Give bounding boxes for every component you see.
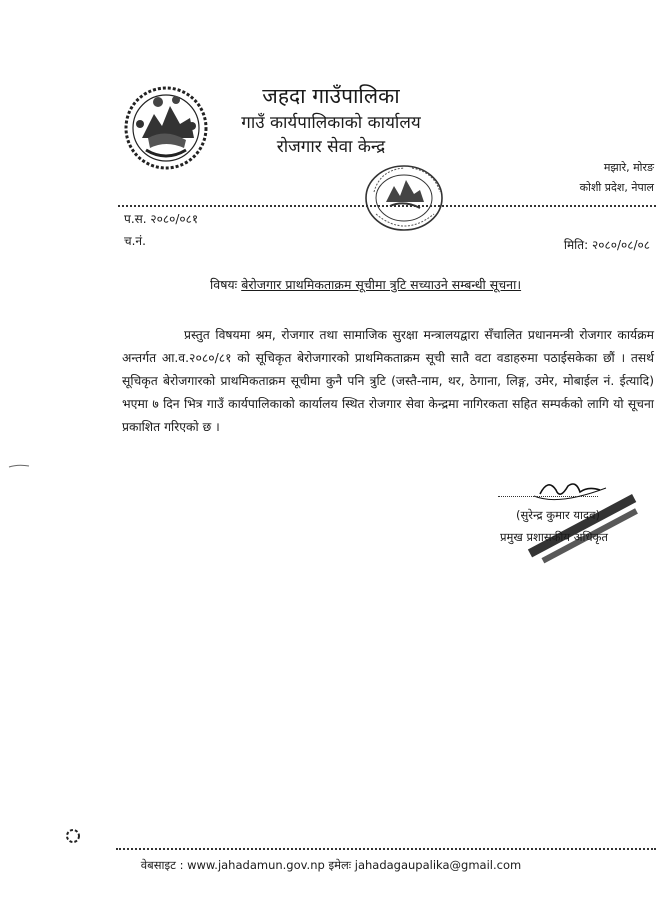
- address-line-1: मझारे, मोरङ: [603, 161, 654, 174]
- subject-label: विषयः: [210, 277, 238, 292]
- signatory-title: प्रमुख प्रशासकीय अधिकृत: [500, 530, 608, 544]
- office-stamp-icon: [360, 162, 450, 236]
- office-name: गाउँ कार्यपालिकाको कार्यालय: [241, 113, 421, 133]
- footer-divider: [116, 848, 656, 850]
- org-name: जहदा गाउँपालिका: [262, 84, 400, 108]
- center-name: रोजगार सेवा केन्द्र: [276, 137, 386, 157]
- reference-number: प.स. २०८०/०८१: [124, 212, 199, 226]
- hole-punch-icon: [64, 828, 82, 844]
- signatory-name: (सुरेन्द्र कुमार यादव): [516, 508, 600, 522]
- subject-text: बेरोजगार प्राथमिकताक्रम सूचीमा त्रुटि सच्याउने सम्बन्धी सूचना।: [241, 277, 522, 292]
- subject-line: [210, 276, 521, 293]
- signature-line: [498, 496, 598, 497]
- notice-body: प्रस्तुत विषयमा श्रम, रोजगार तथा सामाजिक सुरक्षा मन्त्रालयद्वारा सँचालित प्रधानमन्त्री रोजगार कार्यक्रम अन्तर्गत आ.व.२०८०/८१ को सूचिकृत बेरोजगारको प्राथमिकताक्रम सूची सातै वटा वडाहरुमा पठाईसकेका छौं । तसर्थ सूचिकृत बेरोजगारको प्राथमिकताक्रम सूचीमा कुनै पनि त्रुटि (जस्तै-नाम, थर, ठेगाना, लिङ्ग, उमेर, मोबाईल नं. ईत्यादि) भएमा ७ दिन भित्र गाउँ कार्यपालिकाको कार्यालय स्थित रोजगार सेवा केन्द्रमा नागिरकता सहित सम्पर्कको लागि यो सूचना प्रकाशित गरिएको छ ।: [122, 328, 654, 434]
- dispatch-number: च.नं.: [124, 234, 146, 248]
- address-line-2: कोशी प्रदेश, नेपाल: [579, 181, 654, 194]
- letter-date: मिति: २०८०/०८/०८: [563, 238, 650, 252]
- header-divider: [118, 205, 656, 207]
- margin-mark-icon: [8, 464, 30, 468]
- footer-contact: वेबसाइट : www.jahadamun.gov.np इमेलः jahadagaupalika@gmail.com: [140, 858, 522, 872]
